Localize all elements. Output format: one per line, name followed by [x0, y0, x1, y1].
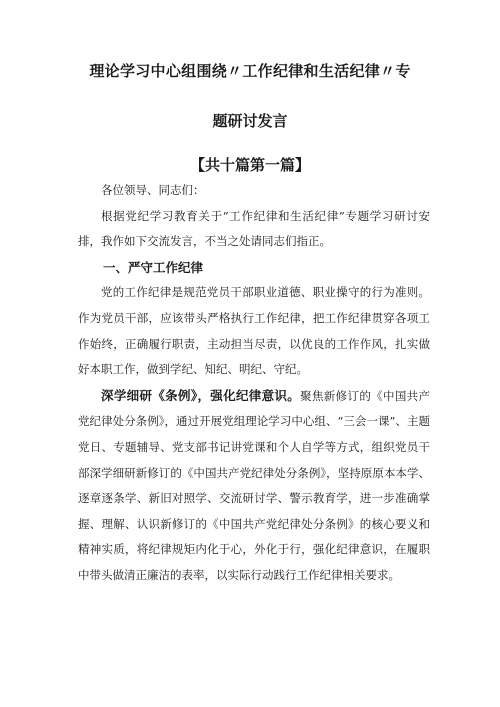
section1-paragraph: 党的工作纪律是规范党员干部职业道德、职业操守的行为准则。作为党员干部，应该带头严格执行工作纪律，把工作纪律贯穿各项工作始终，正确履行职责，主动担当尽责，以优良的工作作风，扎实做好本职工作，做到学纪、知纪、明纪、守纪。 [78, 285, 430, 377]
section1-heading: 一、严守工作纪律 [103, 259, 204, 275]
point1-lead: 深学细研《条例》，强化纪律意识。 [101, 387, 301, 403]
intro-paragraph: 根据党纪学习教育关于“工作纪律和生活纪律”专题学习研讨安排，我作如下交流发言，不当之处请同志们指正。 [78, 208, 430, 249]
salutation: 各位领导、同志们： [101, 183, 205, 197]
document-title-line2: 题研讨发言 [212, 112, 288, 130]
document-subtitle: 【共十篇第一篇】 [189, 156, 310, 174]
point1-paragraph [78, 383, 430, 589]
document-title-line1: 理论学习中心组围绕〃工作纪律和生活纪律〃专 [89, 62, 411, 80]
point1-text: 聚焦新修订的《中国共产党纪律处分条例》，通过开展党组理论学习中心组、“三会一课”、主题党日、专题辅导、党支部书记讲党课和个人自学等方式，组织党员干部深学细研新修订的《中国共产党纪律处分条例》，坚持原原本本学、逐章逐条学、新旧对照学、交流研讨学、警示教育学，进一步准确掌握、理解、认识新修订的《中国共产党纪律处分条例》的核心要义和精神实质，将纪律规矩内化于心，外化于行，强化纪律意识，在履职中带头做清正廉洁的表率，以实际行动践行工作纪律相关要求。 [78, 388, 430, 582]
document-body [78, 178, 430, 589]
